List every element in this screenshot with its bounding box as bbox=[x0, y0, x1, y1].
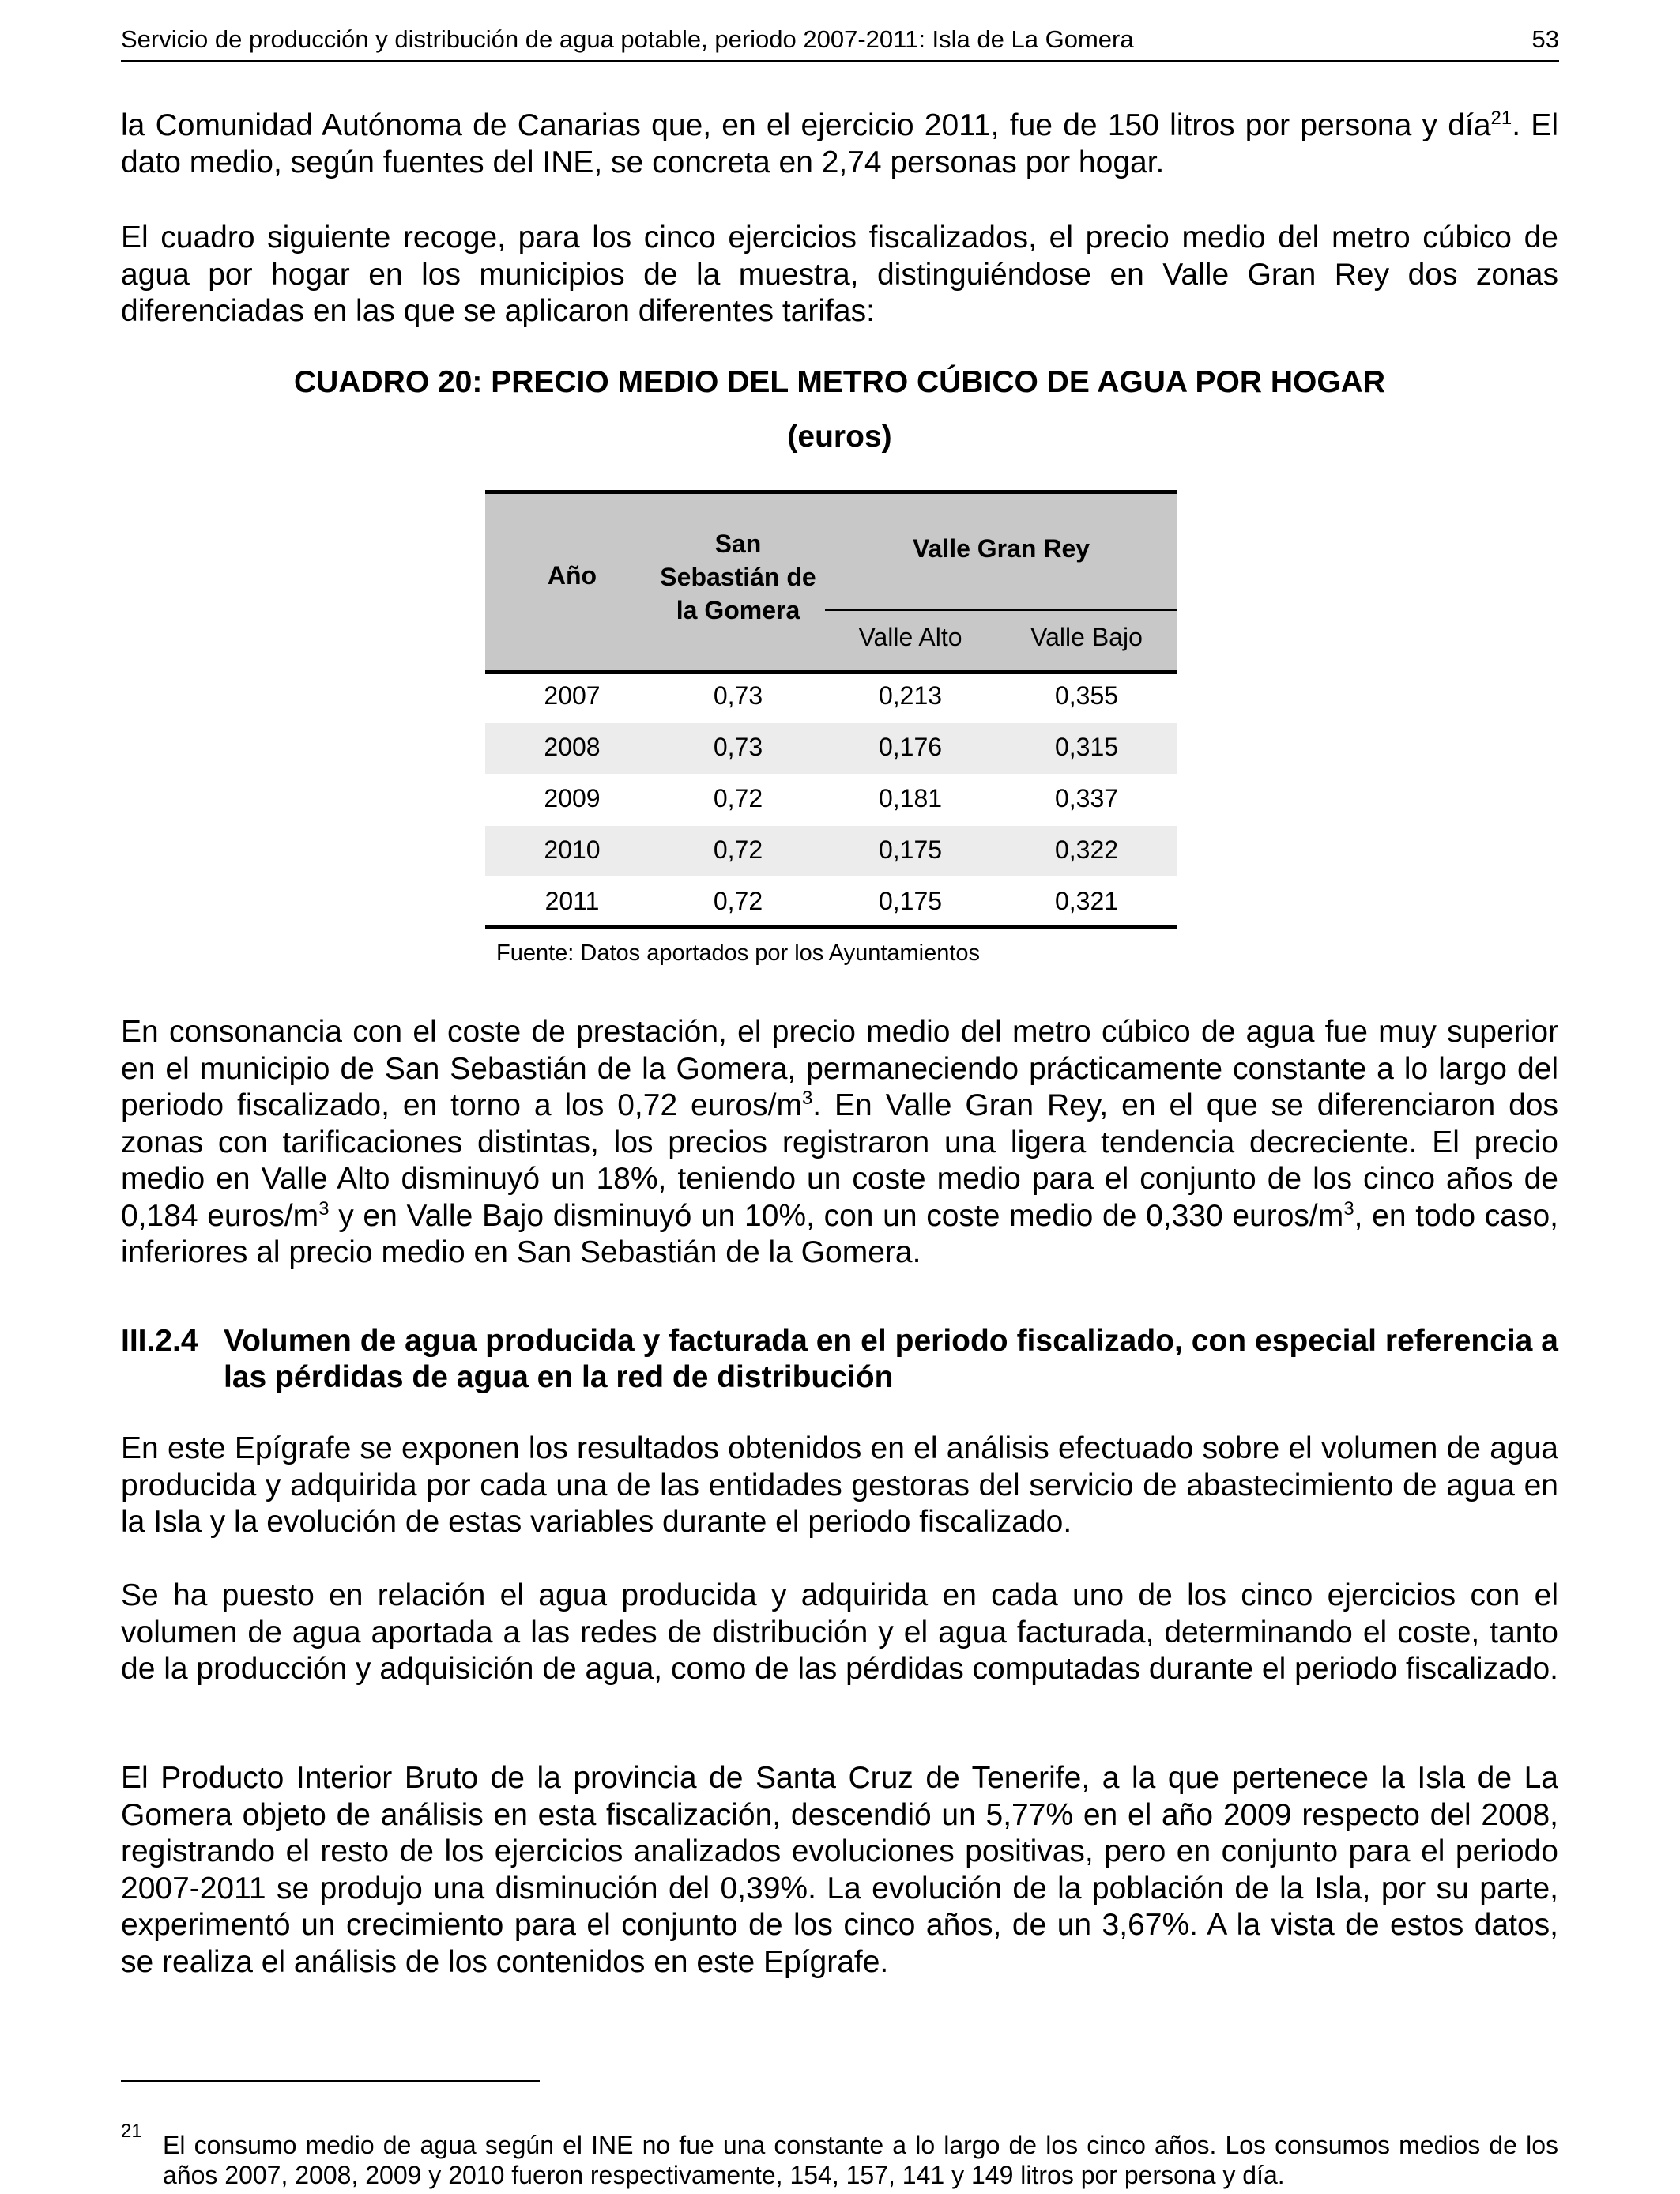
paragraph-1-text: la Comunidad Autónoma de Canarias que, en el ejercicio 2011, fue de 150 litros por persona y día bbox=[121, 108, 1491, 142]
row-2009-bajo: 0,337 bbox=[1054, 784, 1119, 812]
row-2010-alto: 0,175 bbox=[878, 835, 943, 864]
header-valle-alto: Valle Alto bbox=[858, 623, 962, 651]
footnote-ref: 21 bbox=[1490, 107, 1512, 129]
row-2011-bajo: 0,321 bbox=[1054, 887, 1119, 915]
paragraph-3-part-b: . En Valle Gran Rey, en el que se diferenciaron dos zonas con tarificaciones distintas, los precios registraron una ligera tendencia decreciente. El precio medio en Valle Alto disminuyó un 18%, teniendo un coste medio para el conjunto de los cinco años de 0,184 euros/m bbox=[121, 1088, 1559, 1233]
table-unit: (euros) bbox=[787, 420, 892, 454]
paragraph-3-part-a: En consonancia con el coste de prestación, el precio medio del metro cúbico de agua fue muy superior en el municipio de San Sebastián de la Gomera, permaneciendo prácticamente constante a lo largo del periodo fiscalizado, en torno a los 0,72 euros/m bbox=[121, 1015, 1558, 1122]
page-header bbox=[121, 24, 1559, 62]
price-table bbox=[485, 490, 1177, 929]
table-rule-top bbox=[485, 490, 1177, 494]
header-sansebastian-line2: Sebastián de bbox=[660, 563, 816, 591]
page-number: 53 bbox=[1531, 25, 1559, 53]
header-valle-gran-rey: Valle Gran Rey bbox=[912, 534, 1090, 563]
section-title: Volumen de agua producida y facturada en el periodo fiscalizado, con especial referencia a las pérdidas de agua en la red de distribución bbox=[224, 1324, 1558, 1394]
header-year: Año bbox=[547, 561, 597, 590]
row-2007-year: 2007 bbox=[544, 681, 601, 710]
paragraph-2: El cuadro siguiente recoge, para los cinco ejercicios fiscalizados, el precio medio del metro cúbico de agua por hogar en los municipios de la muestra, distinguiéndose en Valle Gran Rey dos zonas diferenciadas en las que se aplicaron diferentes tarifas: bbox=[121, 221, 1558, 328]
table-subheader-rule bbox=[825, 609, 1177, 611]
row-2009-ss: 0,72 bbox=[713, 784, 763, 812]
superscript-2: 3 bbox=[318, 1197, 330, 1220]
row-2011-year: 2011 bbox=[544, 887, 600, 915]
row-2009-year: 2009 bbox=[544, 784, 601, 812]
superscript-3: 3 bbox=[1343, 1197, 1354, 1220]
table-rule-header bbox=[485, 670, 1177, 674]
paragraph-1 bbox=[121, 107, 1558, 181]
superscript-1: 3 bbox=[801, 1088, 813, 1109]
row-2009-alto: 0,181 bbox=[878, 784, 943, 812]
row-2008-year: 2008 bbox=[544, 733, 601, 761]
section-number: III.2.4 bbox=[121, 1324, 198, 1358]
table-rule-bottom bbox=[485, 925, 1177, 929]
header-valle-bajo: Valle Bajo bbox=[1030, 623, 1143, 651]
row-2007-bajo: 0,355 bbox=[1054, 681, 1119, 710]
footnote-separator bbox=[121, 2080, 540, 2082]
paragraph-3-part-d: , en todo caso, inferiores al precio medio en San Sebastián de la Gomera. bbox=[121, 1198, 1559, 1269]
header-sansebastian-line1: San bbox=[714, 530, 762, 558]
section-heading bbox=[121, 1323, 1558, 1396]
paragraph-3-part-c: y en Valle Bajo disminuyó un 10%, con un coste medio de 0,330 euros/m bbox=[329, 1198, 1344, 1233]
table-source: Fuente: Datos aportados por los Ayuntamientos bbox=[496, 941, 981, 966]
row-2008-bajo: 0,315 bbox=[1054, 733, 1119, 761]
paragraph-1-text-after: . El dato medio, según fuentes del INE, se concreta en 2,74 personas por hogar. bbox=[121, 108, 1558, 179]
paragraph-6: El Producto Interior Bruto de la provincia de Santa Cruz de Tenerife, a la que pertenece la Isla de La Gomera objeto de análisis en esta fiscalización, descendió un 5,77% en el año 2009 respecto del 2008, registrando el resto de los ejercicios analizados evoluciones positivas, pero en conjunto para el periodo 2007-2011 se produjo una disminución del 0,39%. La evolución de la población de la Isla, por su parte, experimentó un crecimiento para el conjunto de los cinco años, de un 3,67%. A la vista de estos datos, se realiza el análisis de los contenidos en este Epígrafe. bbox=[121, 1761, 1558, 1979]
row-2011-ss: 0,72 bbox=[713, 887, 763, 915]
row-2008-ss: 0,73 bbox=[713, 733, 763, 761]
row-2008-alto: 0,176 bbox=[878, 733, 943, 761]
table-title: CUADRO 20: PRECIO MEDIO DEL METRO CÚBICO DE AGUA POR HOGAR bbox=[294, 365, 1385, 399]
row-2007-alto: 0,213 bbox=[878, 681, 943, 710]
header-title: Servicio de producción y distribución de agua potable, periodo 2007-2011: Isla de La Gomera bbox=[121, 25, 1134, 53]
paragraph-4: En este Epígrafe se exponen los resultados obtenidos en el análisis efectuado sobre el volumen de agua producida y adquirida por cada una de las entidades gestoras del servicio de abastecimiento de agua en la Isla y la evolución de estas variables durante el periodo fiscalizado. bbox=[121, 1431, 1558, 1539]
row-2010-bajo: 0,322 bbox=[1054, 835, 1119, 864]
header-sansebastian-line3: la Gomera bbox=[676, 596, 800, 624]
row-2010-ss: 0,72 bbox=[713, 835, 763, 864]
paragraph-3 bbox=[121, 1014, 1558, 1272]
footnote-number: 21 bbox=[121, 2120, 142, 2142]
footnote-text: El consumo medio de agua según el INE no fue una constante a lo largo de los cinco años. Los consumos medios de los años 2007, 2008, 2009 y 2010 fueron respectivamente, 154, 157, 141 y 149 litros por persona y día. bbox=[163, 2131, 1558, 2189]
row-2010-year: 2010 bbox=[544, 835, 601, 864]
row-2007-ss: 0,73 bbox=[713, 681, 763, 710]
paragraph-5: Se ha puesto en relación el agua producida y adquirida en cada uno de los cinco ejercicios con el volumen de agua aportada a las redes de distribución y el agua facturada, determinando el coste, tanto de la producción y adquisición de agua, como de las pérdidas computadas durante el periodo fiscalizado. bbox=[121, 1578, 1558, 1686]
row-2011-alto: 0,175 bbox=[878, 887, 943, 915]
